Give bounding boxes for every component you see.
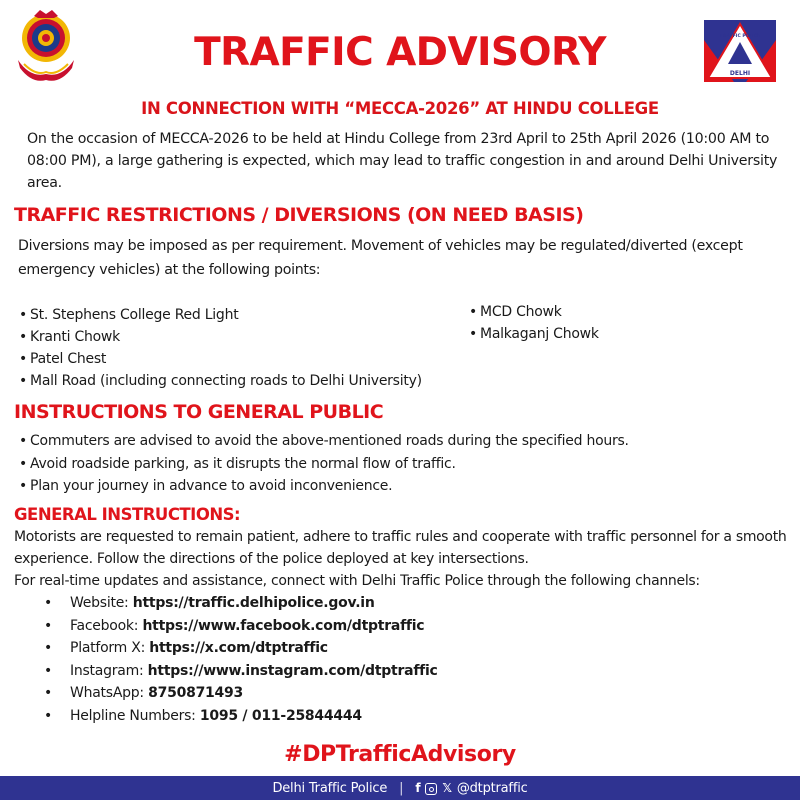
diversion-point: • Patel Chest [18,348,422,370]
facebook-icon[interactable]: f [415,781,421,795]
footer-separator: | [399,780,404,796]
diversion-point: • MCD Chowk [468,301,599,323]
contact-channels-list [44,592,438,728]
helpline-numbers: 1095 / 011-25844444 [199,707,362,724]
instruction-item: • Commuters are advised to avoid the above-mentioned roads during the specified hours. [18,430,629,453]
footer-bar [0,776,800,800]
channels-intro: For real-time updates and assistance, connect with Delhi Traffic Police through the following channels: [14,573,700,589]
channel-label: Platform X: [70,640,146,657]
channel-helpline [44,705,438,728]
diversion-point: • St. Stephens College Red Light [18,304,422,326]
whatsapp-number: 8750871493 [148,685,244,702]
intro-paragraph: On the occasion of MECCA-2026 to be held at Hindu College from 23rd April to 25th April 2026 (10:00 AM to 08:00 PM), a large gathering is expected, which may lead to traffic congestion in and around Delhi University area. [27,131,778,191]
diversion-points-right [468,301,599,345]
restrictions-heading: TRAFFIC RESTRICTIONS / DIVERSIONS (ON NEED BASIS) [14,204,584,226]
diversion-point: • Malkaganj Chowk [468,323,599,345]
right-logo-text: TRAFFIC POLICE [719,34,761,39]
instagram-link[interactable]: https://www.instagram.com/dtptraffic [147,662,438,679]
instruction-item: • Avoid roadside parking, as it disrupts the normal flow of traffic. [18,453,629,476]
channel-facebook [44,615,438,638]
channel-label: Facebook: [70,617,139,634]
instagram-icon[interactable] [425,783,437,795]
channel-x [44,637,438,660]
x-link[interactable]: https://x.com/dtptraffic [149,640,328,657]
channel-whatsapp [44,682,438,705]
channel-label: WhatsApp: [70,685,144,702]
restrictions-text: Diversions may be imposed as per requirement. Movement of vehicles may be regulated/diverted (except emergency vehicles) at the following points: [18,238,743,278]
instruction-item: • Plan your journey in advance to avoid inconvenience. [18,475,629,498]
channel-label: Website: [70,595,129,611]
channel-website [44,592,438,615]
general-instructions-text [14,526,790,592]
diversion-points-left [18,304,422,392]
page-title: TRAFFIC ADVISORY [194,30,606,75]
general-instructions-heading: GENERAL INSTRUCTIONS: [14,505,241,524]
public-instructions-heading: INSTRUCTIONS TO GENERAL PUBLIC [14,401,384,423]
x-icon[interactable]: 𝕏 [442,781,452,795]
facebook-link[interactable]: https://www.facebook.com/dtptraffic [142,617,425,634]
diversion-point: • Kranti Chowk [18,326,422,348]
website-link[interactable]: https://traffic.delhipolice.gov.in [132,595,375,611]
footer-handle: @dtptraffic [456,780,528,796]
channel-instagram [44,660,438,683]
page-subtitle: IN CONNECTION WITH “MECCA-2026” AT HINDU COLLEGE [141,99,659,118]
right-logo-city: DELHI [729,70,751,77]
channel-label: Helpline Numbers: [70,707,196,724]
general-instructions-paragraph: Motorists are requested to remain patient, adhere to traffic rules and cooperate with traffic personnel for a smooth experience. Follow the directions of the police deployed at key intersections. [14,529,787,567]
hashtag: #DPTrafficAdvisory [284,742,516,767]
public-instructions-list [18,430,629,498]
diversion-point: • Mall Road (including connecting roads to Delhi University) [18,370,422,392]
channel-label: Instagram: [70,662,144,679]
footer-org: Delhi Traffic Police [272,780,388,796]
